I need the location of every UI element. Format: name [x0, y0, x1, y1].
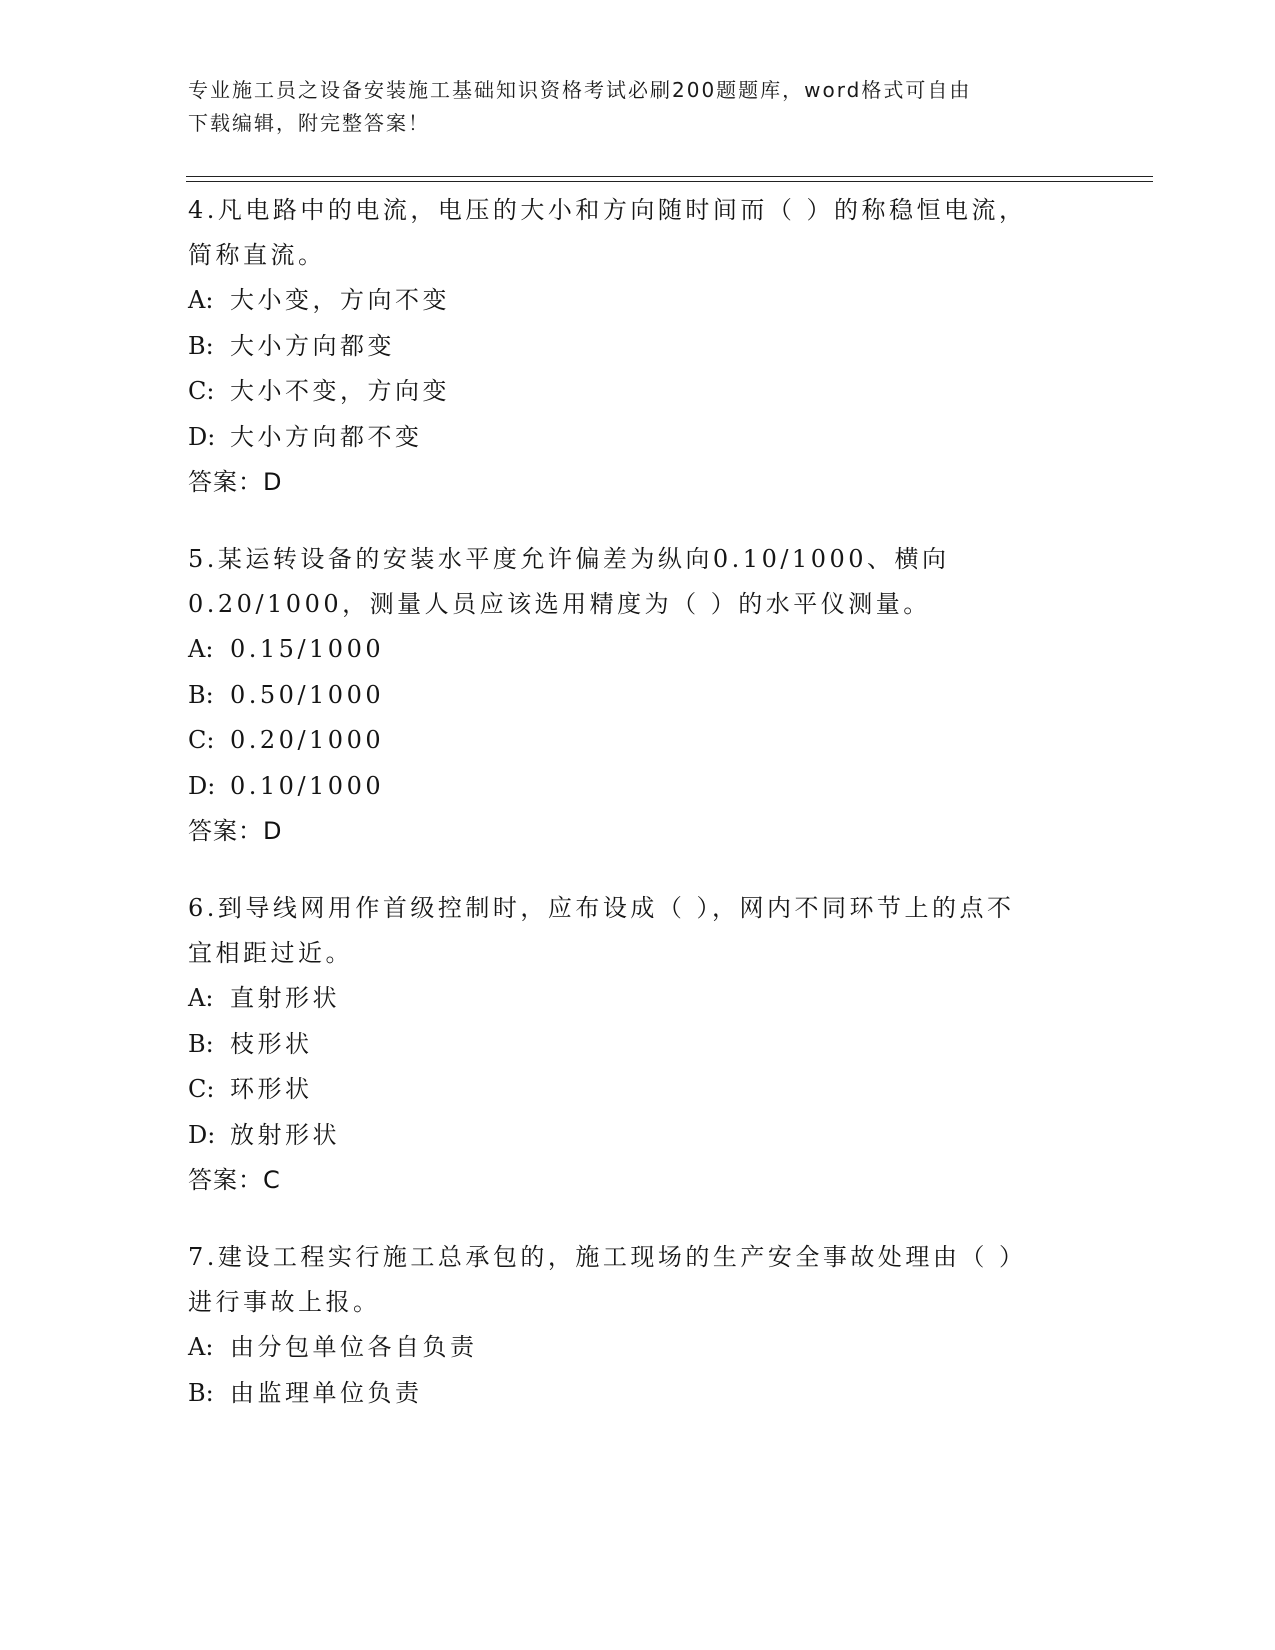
question-stem-line: 5.某运转设备的安装水平度允许偏差为纵向0.10/1000、横向 — [188, 545, 950, 573]
option-c — [188, 369, 1088, 415]
question-list — [188, 188, 1088, 1448]
question-5 — [188, 537, 1088, 854]
question-stem — [188, 537, 1088, 627]
option-text: 枝形状 — [230, 1029, 313, 1058]
option-key: A: — [188, 286, 214, 314]
option-key: C: — [188, 726, 215, 754]
option-text: 0.15/1000 — [230, 635, 385, 663]
header-line-1: 专业施工员之设备安装施工基础知识资格考试必刷200题题库，word格式可自由 — [188, 78, 972, 102]
option-text: 放射形状 — [230, 1120, 340, 1149]
question-stem — [188, 188, 1088, 278]
option-text: 大小不变，方向变 — [230, 377, 450, 405]
option-a — [188, 976, 1088, 1022]
question-stem — [188, 1235, 1088, 1325]
option-text: 0.10/1000 — [230, 771, 385, 800]
header-line-2: 下载编辑，附完整答案！ — [188, 111, 430, 135]
option-text: 直射形状 — [230, 984, 340, 1012]
option-key: B: — [188, 1378, 214, 1407]
option-key: D: — [188, 771, 216, 800]
question-stem-line: 宜相距过近。 — [188, 939, 353, 967]
option-text: 0.20/1000 — [230, 726, 385, 754]
option-b — [188, 324, 1088, 370]
question-4 — [188, 188, 1088, 505]
question-stem-line: 0.20/1000，测量人员应该选用精度为（ ）的水平仪测量。 — [188, 590, 931, 618]
option-key: B: — [188, 680, 214, 709]
option-c — [188, 718, 1088, 764]
answer-line: 答案：D — [188, 817, 283, 845]
option-text: 0.50/1000 — [230, 680, 385, 709]
question-7 — [188, 1235, 1088, 1416]
answer-line: 答案：D — [188, 468, 283, 496]
question-stem-line: 简称直流。 — [188, 241, 326, 269]
option-key: D: — [188, 422, 216, 451]
option-key: C: — [188, 377, 215, 405]
option-d — [188, 764, 1088, 810]
option-key: B: — [188, 1029, 214, 1058]
option-key: A: — [188, 984, 214, 1012]
header-divider-bottom — [186, 181, 1153, 182]
option-b — [188, 1371, 1088, 1417]
option-key: A: — [188, 1333, 214, 1361]
option-text: 环形状 — [230, 1075, 313, 1103]
option-text: 由监理单位负责 — [230, 1378, 423, 1407]
question-6 — [188, 886, 1088, 1203]
option-key: D: — [188, 1120, 216, 1149]
question-stem-line: 4.凡电路中的电流，电压的大小和方向随时间而（ ）的称稳恒电流， — [188, 196, 1027, 224]
option-b — [188, 1022, 1088, 1068]
option-c — [188, 1067, 1088, 1113]
option-key: B: — [188, 331, 214, 360]
option-text: 大小变，方向不变 — [230, 286, 450, 314]
option-text: 大小方向都变 — [230, 331, 395, 360]
question-stem-line: 进行事故上报。 — [188, 1288, 381, 1316]
question-stem — [188, 886, 1088, 976]
question-stem-line: 7.建设工程实行施工总承包的，施工现场的生产安全事故处理由（ ） — [188, 1243, 1027, 1271]
option-a — [188, 1325, 1088, 1371]
option-key: C: — [188, 1075, 215, 1103]
option-a — [188, 278, 1088, 324]
document-header — [188, 74, 1088, 140]
question-stem-line: 6.到导线网用作首级控制时，应布设成（ ），网内不同环节上的点不 — [188, 894, 1015, 922]
option-text: 由分包单位各自负责 — [230, 1333, 478, 1361]
header-divider-top — [186, 176, 1153, 177]
option-d — [188, 415, 1088, 461]
option-key: A: — [188, 635, 214, 663]
option-a — [188, 627, 1088, 673]
answer-line: 答案：C — [188, 1166, 281, 1194]
option-text: 大小方向都不变 — [230, 422, 423, 451]
option-b — [188, 673, 1088, 719]
option-d — [188, 1113, 1088, 1159]
